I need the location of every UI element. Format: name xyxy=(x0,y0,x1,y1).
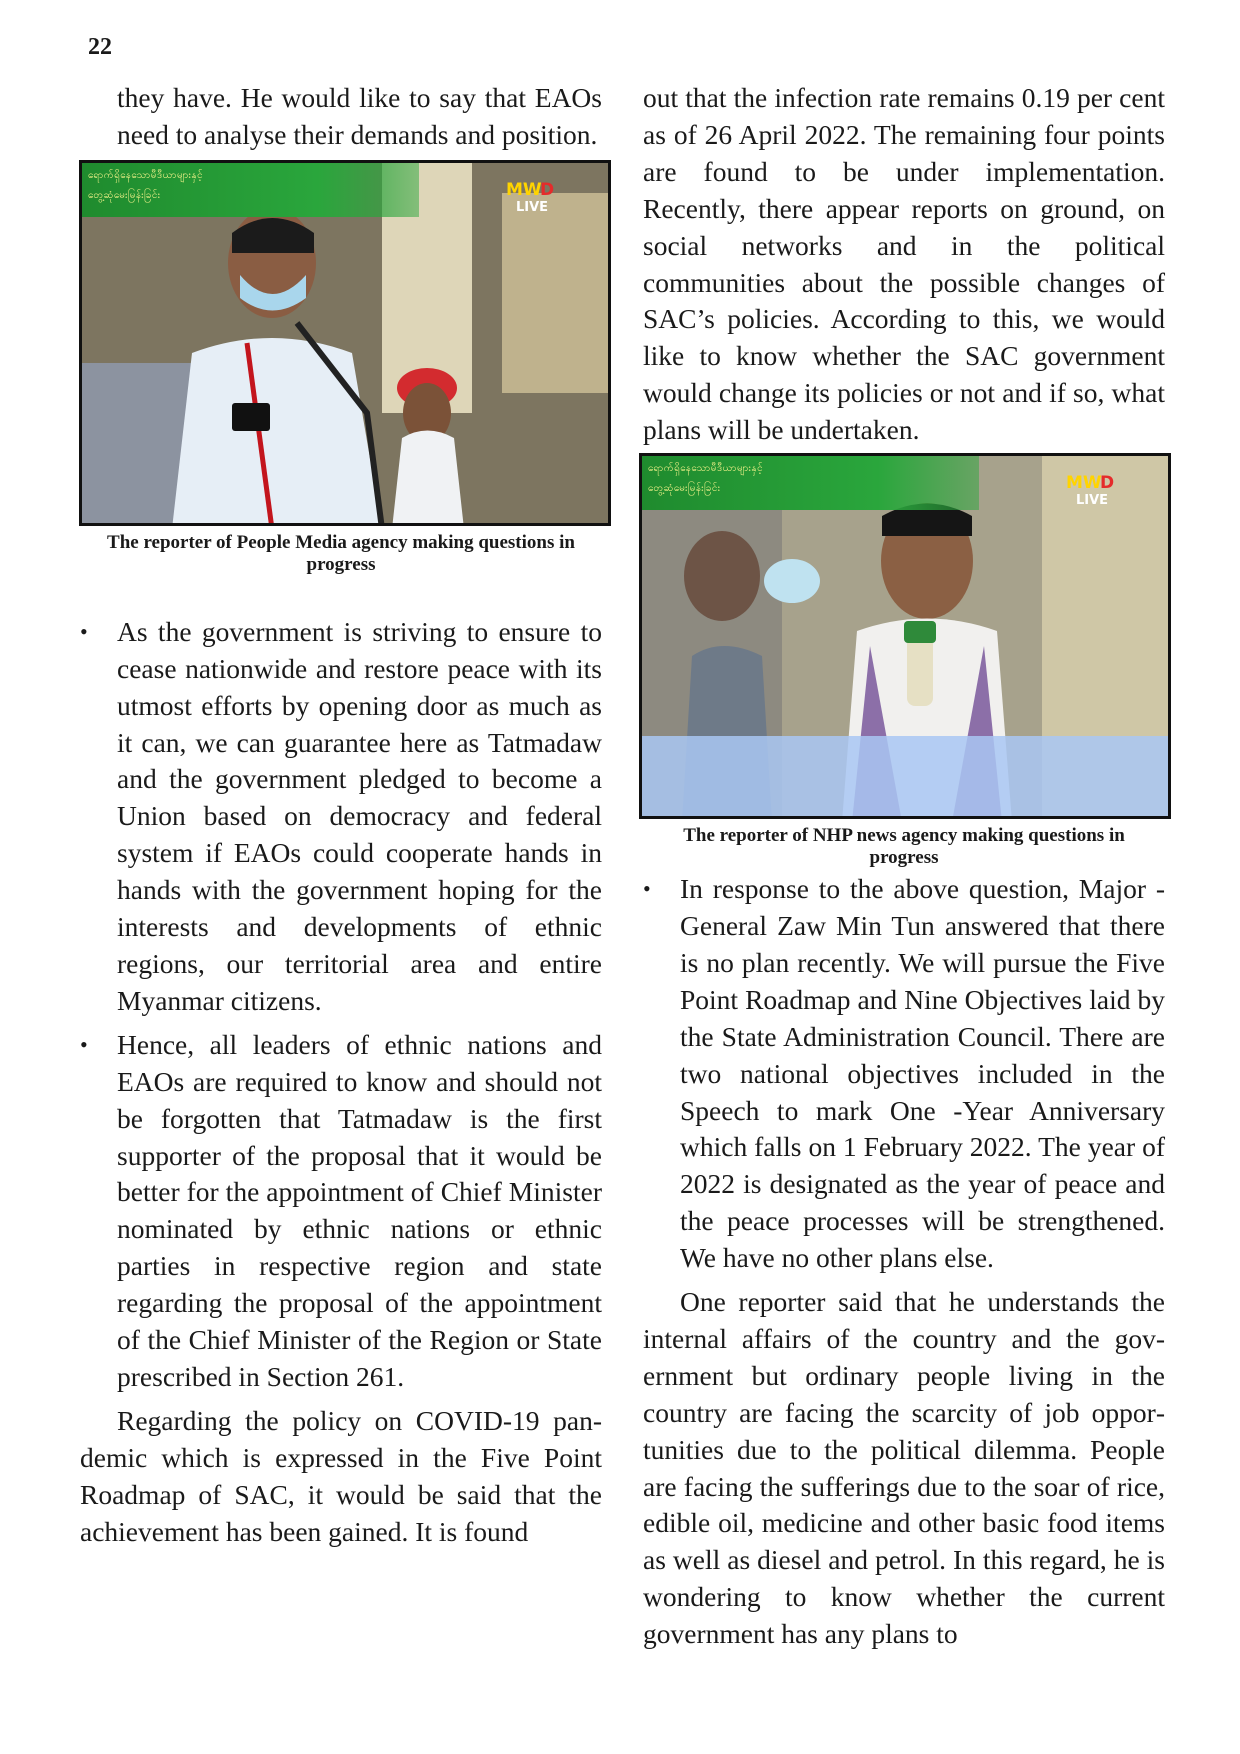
svg-text:MW: MW xyxy=(506,179,542,200)
mwd-live-logo xyxy=(1066,470,1128,508)
bullet-list xyxy=(80,614,602,1396)
photo-scene xyxy=(642,456,1171,819)
overlay-text-line-2: တွေ့ဆုံမေးမြန်းခြင်း xyxy=(648,483,721,495)
figure-people-media xyxy=(80,160,602,576)
right-column xyxy=(643,80,1165,1653)
overlay-text-line-2: တွေ့ဆုံမေးမြန်းခြင်း xyxy=(88,189,161,201)
svg-text:MW: MW xyxy=(1066,473,1102,494)
broadcast-overlay-banner xyxy=(82,163,419,217)
mwd-live-logo xyxy=(506,177,568,215)
svg-text:LIVE: LIVE xyxy=(516,199,549,215)
photo-scene xyxy=(82,163,611,526)
bullet-item: • Hence, all leaders of ethnic nations and EAOs are required to know and should not be forgotten that Tatmadaw is the first supporter of the proposal that it would be better for the appointment of Chief Minister nominated by ethnic nations or ethnic parties in respective region and state regarding the proposal of the appointment of the Chief Minister of the Region or State prescribed in Section 261. xyxy=(80,1027,602,1396)
figure-nhp-news xyxy=(643,453,1165,869)
svg-text:LIVE: LIVE xyxy=(1076,493,1109,509)
paragraph: Regarding the policy on COVID-19 pandemic which is expressed in the Five Point Roadmap of SAC, it would be said that the achievement has been gained. It is found xyxy=(80,1404,602,1547)
overlay-text-line-1: ရောက်ရှိနေသောမီဒီယာများနှင့် xyxy=(648,463,764,475)
broadcast-overlay-banner xyxy=(642,456,979,510)
paragraph-continuation: they have. He would like to say that EAOs need to analyse their demands and position. xyxy=(117,82,602,150)
photo-nhp-reporter xyxy=(639,453,1171,819)
paragraph: out that the infection rate remains 0.19 per cent as of 26 April 2022. The remaining four points are found to be under implementation. Recently, there appear reports on ground, on social networks and in the political communities about the possible changes of SAC’s policies. According to this, we would like to know whether the SAC government would change its policies or not and if so, what plans will be undertaken. xyxy=(643,82,1165,446)
bullet-item: • As the government is striving to ensure to cease nationwide and restore peace with its utmost efforts by opening door as much as it can, we can guarantee here as Tatmadaw and the government pledged to become a Union based on democracy and federal system if EAOs could cooperate hands in hands with the government hoping for the interests and developments of ethnic regions, our territorial area and entire Myanmar citizens. xyxy=(80,614,602,1020)
figure-caption: The reporter of People Media agency making questions in progress xyxy=(107,531,575,575)
bullet-item: • In response to the above question, Major -General Zaw Min Tun answered that there is no plan recently. We will pursue the Five Point Roadmap and Nine Objectives laid by the State Administration Council. There are two national objectives included in the Speech to mark One -Year Anniversary which falls on 1 February 2022. The year of 2022 is designated as the year of peace and the peace processes will be strengthened. We have no other plans else. xyxy=(643,871,1165,1277)
svg-text:D: D xyxy=(1100,473,1115,494)
bullet-list xyxy=(643,871,1165,1277)
figure-caption: The reporter of NHP news agency making questions in progress xyxy=(683,825,1125,869)
page-number: 22 xyxy=(88,34,112,60)
paragraph: One reporter said that he understands the internal affairs of the country and the government but ordinary people living in the country are facing the scarcity of job opportunities due to the political dilemma. People are facing the sufferings due to the soar of rice, edible oil, medicine and other basic food items as well as diesel and petrol. In this regard, he is wondering to know whether the current government has any plans to xyxy=(643,1286,1165,1650)
photo-people-media-reporter xyxy=(79,160,611,526)
left-column xyxy=(80,80,602,1550)
svg-text:D: D xyxy=(540,179,555,200)
overlay-text-line-1: ရောက်ရှိနေသောမီဒီယာများနှင့် xyxy=(88,169,204,181)
